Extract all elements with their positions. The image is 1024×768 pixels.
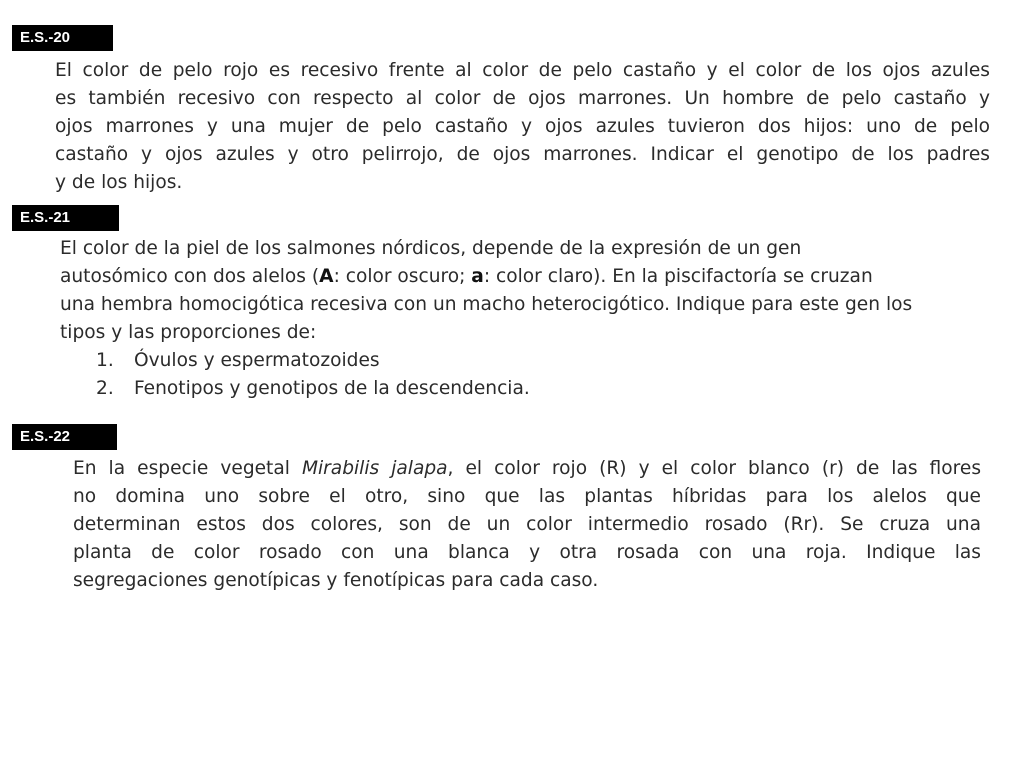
list-number: 1. — [96, 350, 114, 371]
list-item — [60, 347, 990, 375]
allele-dominant: A — [319, 266, 334, 287]
text-fragment: autosómico con dos alelos ( — [60, 266, 320, 287]
exercise-es-21-line: tipos y las proporciones de: — [60, 322, 317, 343]
exercise-label-es-20: E.S.-20 — [12, 25, 113, 51]
list-number: 2. — [96, 378, 114, 399]
exercise-es-20-line: y de los hijos. — [55, 172, 183, 193]
exercise-label-es-22: E.S.-22 — [12, 424, 117, 450]
species-name: Mirabilis jalapa — [301, 458, 448, 479]
list-item — [60, 375, 990, 403]
exercise-es-22-line: planta de color rosado con una blanca y otra rosada con una roja. Indique las — [73, 542, 981, 563]
exercise-es-22-line — [73, 455, 981, 483]
exercise-es-20-line: es también recesivo con respecto al color de ojos marrones. Un hombre de pelo castaño y — [55, 88, 990, 109]
text-fragment: : color oscuro; — [333, 266, 472, 287]
exercise-es-20-line: castaño y ojos azules y otro pelirrojo, de ojos marrones. Indicar el genotipo de los padres — [55, 144, 990, 165]
exercise-es-20-line: ojos marrones y una mujer de pelo castaño y ojos azules tuvieron dos hijos: uno de pelo — [55, 116, 990, 137]
exercise-es-22-line: segregaciones genotípicas y fenotípicas para cada caso. — [73, 570, 599, 591]
exercise-es-22-text — [73, 455, 981, 595]
allele-recessive: a — [471, 266, 484, 287]
exercise-es-21-line — [60, 263, 990, 291]
list-item-text: Fenotipos y genotipos de la descendencia. — [134, 378, 530, 399]
text-fragment: : color claro). En la piscifactoría se cruzan — [483, 266, 873, 287]
exercise-es-21-line: El color de la piel de los salmones nórdicos, depende de la expresión de un gen — [60, 238, 802, 259]
exercise-es-20-text — [55, 57, 990, 197]
text-fragment: En la especie vegetal — [73, 458, 302, 479]
exercise-es-22-line: no domina uno sobre el otro, sino que las plantas híbridas para los alelos que — [73, 486, 981, 507]
text-fragment: , el color rojo (R) y el color blanco (r) de las flores — [447, 458, 982, 479]
exercise-es-21-line: una hembra homocigótica recesiva con un macho heterocigótico. Indique para este gen los — [60, 294, 913, 315]
exercise-es-22-line: determinan estos dos colores, son de un color intermedio rosado (Rr). Se cruza una — [73, 514, 981, 535]
exercise-es-21-text — [60, 235, 990, 403]
exercise-es-20-line: El color de pelo rojo es recesivo frente al color de pelo castaño y el color de los ojos azules — [55, 60, 990, 81]
list-item-text: Óvulos y espermatozoides — [134, 350, 380, 371]
exercise-label-es-21: E.S.-21 — [12, 205, 119, 231]
